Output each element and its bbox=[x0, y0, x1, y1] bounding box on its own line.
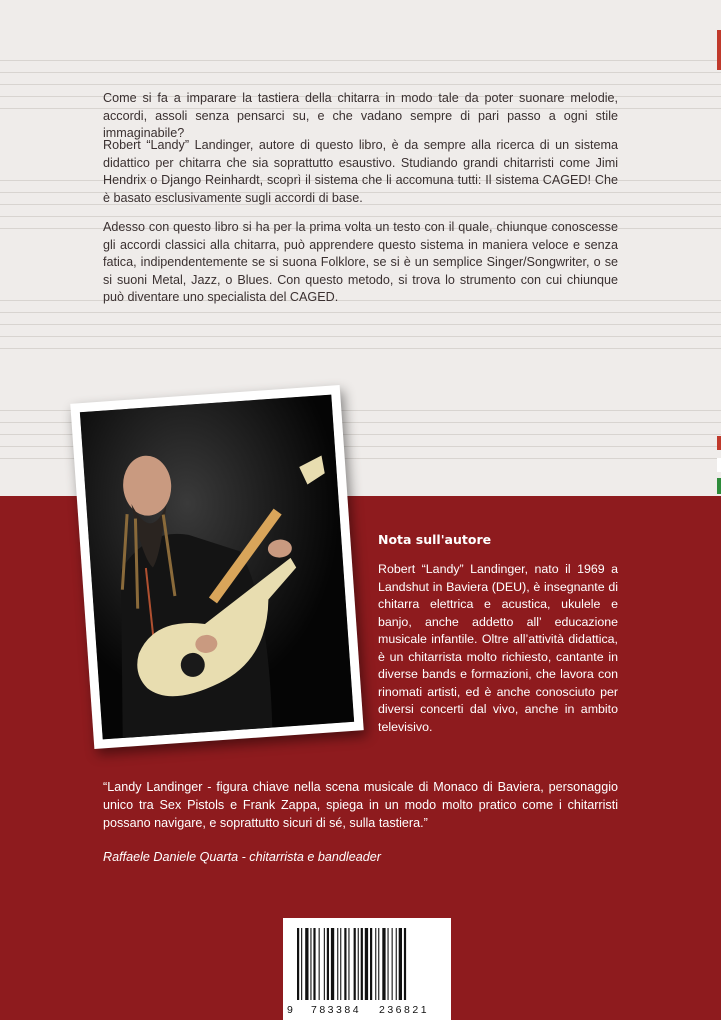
flag-stripe-green bbox=[717, 478, 721, 494]
barcode-digit-first: 9 bbox=[287, 1004, 293, 1016]
barcode-bar bbox=[319, 928, 320, 1000]
barcode-bar bbox=[370, 928, 372, 1000]
staff-line bbox=[0, 348, 721, 349]
barcode-bar bbox=[378, 928, 379, 1000]
staff-line bbox=[0, 84, 721, 85]
flag-stripe-red bbox=[717, 30, 721, 70]
barcode-bar bbox=[348, 928, 349, 1000]
barcode-bar bbox=[297, 928, 299, 1000]
barcode-bar bbox=[404, 928, 406, 1000]
barcode-group-right: 236821 bbox=[379, 1004, 430, 1016]
author-note-text: Robert “Landy” Landinger, nato il 1969 a Landshut in Baviera (DEU), è insegnante di chitarra elettrica e acustica, ukulele e banjo, anche addetto all’ educazione musicale infantile. Oltre all’attività didattica, è un chitarrista molto richiesto, cantante in diverse bands e formazioni, che lavora con rinomati artisti, ed è anche conosciuto per diversi concerti dal vivo, anche in ambito televisivo. bbox=[378, 562, 618, 734]
guitarist-illustration bbox=[80, 395, 354, 740]
barcode-bar bbox=[327, 928, 329, 1000]
review-quote: “Landy Landinger - figura chiave nella scena musicale di Monaco di Baviera, personaggio unico tra Sex Pistols e Frank Zappa, spiega in un modo molto pratico come i chitarristi possano navigare, e soprattutto sicuri di sé, sulla tastiera.” bbox=[103, 780, 618, 830]
barcode-bar bbox=[301, 928, 302, 1000]
author-photo bbox=[80, 395, 354, 740]
barcode-bar bbox=[337, 928, 338, 1000]
intro-paragraph: Come si fa a imparare la tastiera della chitarra in modo tale da poter suonare melodie, accordi, assoli senza pensarci su, e che vadano sempre di pari passo a ogni stile immaginabile? bbox=[103, 91, 618, 140]
barcode-bar bbox=[305, 928, 308, 1000]
barcode-bar bbox=[388, 928, 389, 1000]
barcode-bar bbox=[324, 928, 325, 1000]
barcode-bar bbox=[331, 928, 334, 1000]
staff-line bbox=[0, 216, 721, 217]
barcode-bar bbox=[382, 928, 385, 1000]
author-photo-frame bbox=[70, 385, 363, 749]
barcode-bar bbox=[365, 928, 368, 1000]
barcode-bar bbox=[392, 928, 393, 1000]
flag-stripe-white bbox=[717, 458, 721, 472]
barcode-bar bbox=[344, 928, 346, 1000]
barcode-bar bbox=[399, 928, 402, 1000]
quote-author: Raffaele Daniele Quarta - chitarrista e bandleader bbox=[103, 850, 381, 864]
staff-line bbox=[0, 60, 721, 61]
barcode-bar bbox=[354, 928, 356, 1000]
barcode-group-left: 783384 bbox=[311, 1004, 362, 1016]
barcode-bar bbox=[358, 928, 359, 1000]
barcode-bar bbox=[340, 928, 341, 1000]
barcode-bar bbox=[310, 928, 311, 1000]
staff-line bbox=[0, 72, 721, 73]
barcode-bar bbox=[375, 928, 376, 1000]
staff-line bbox=[0, 324, 721, 325]
barcode-bar bbox=[313, 928, 315, 1000]
method-paragraph: Adesso con questo libro si ha per la prima volta un testo con il quale, chiunque conoscesse gli accordi classici alla chitarra, può apprendere questo sistema in maniera veloce e senza fatica, indipendentemente se si suona Folklore, se si è un semplice Singer/Songwriter, o se si suoni Metal, Jazz, o Blues. Con questo metodo, si trova lo strumento con cui chiunque può diventare uno specialista del CAGED. bbox=[103, 220, 618, 304]
barcode-bar bbox=[396, 928, 397, 1000]
author-note-title: Nota sull'autore bbox=[378, 532, 492, 547]
staff-line bbox=[0, 312, 721, 313]
barcode-bar bbox=[361, 928, 363, 1000]
flag-stripe-red bbox=[717, 436, 721, 450]
staff-line bbox=[0, 336, 721, 337]
barcode bbox=[283, 918, 451, 1020]
barcode-bars bbox=[283, 918, 451, 1004]
author-system-paragraph: Robert “Landy” Landinger, autore di questo libro, è da sempre alla ricerca di un sistema didattico per chitarra che sia soprattutto esaustivo. Studiando grandi chitarristi come Jimi Hendrix o Django Reinhardt, scoprì il sistema che li accomuna tutti: Il sistema CAGED! Che è basato esclusivamente sugli accordi di base. bbox=[103, 138, 618, 205]
